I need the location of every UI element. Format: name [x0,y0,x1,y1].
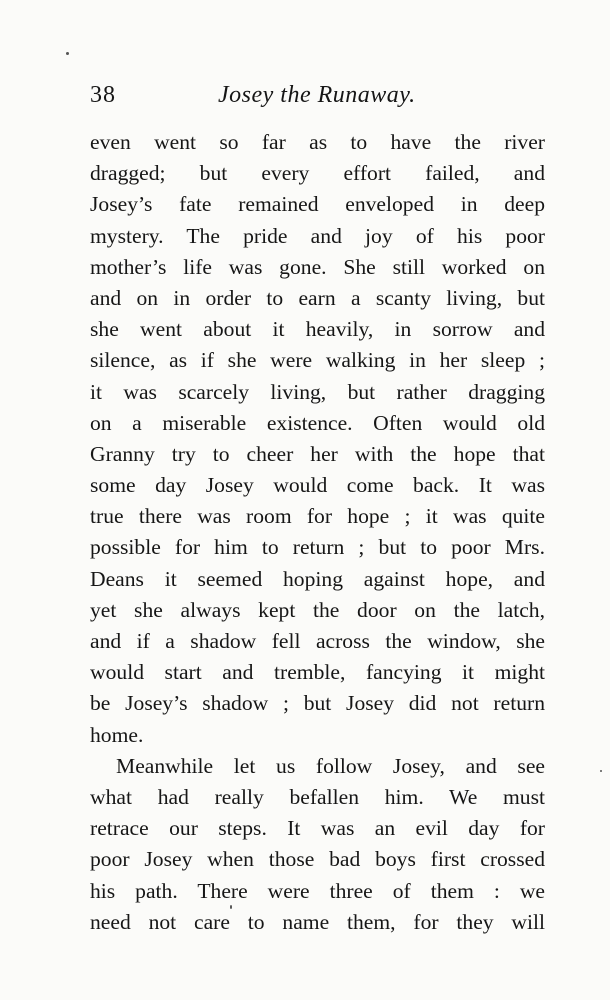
text-line: need not care to name them, for they will [90,909,545,934]
text-line: Josey’s fate remained enveloped in deep [90,192,545,217]
text-line: yet she always kept the door on the latch, [90,597,545,622]
print-speck [230,905,232,909]
text-line: dragged; but every effort failed, and [90,161,545,186]
text-line: Granny try to cheer her with the hope that [90,441,545,466]
text-line: some day Josey would come back. It was [90,473,545,498]
text-line: and on in order to earn a scanty living, but [90,285,545,310]
text-line: retrace our steps. It was an evil day for [90,816,545,841]
text-line: his path. There were three of them : we [90,878,545,903]
text-line: even went so far as to have the river [90,130,545,154]
text-line: home. [90,722,144,747]
print-speck [66,52,69,55]
page-header [90,82,545,114]
paragraph-2 [90,751,545,938]
text-line: Deans it seemed hoping against hope, and [90,566,545,591]
text-line: it was scarcely living, but rather dragging [90,379,545,404]
text-line: and if a shadow fell across the window, she [90,629,545,653]
paragraph-1 [90,127,545,751]
text-line: be Josey’s shadow ; but Josey did not return [90,691,545,716]
text-line: true there was room for hope ; it was quite [90,504,545,529]
text-line: mother’s life was gone. She still worked on [90,254,545,279]
text-line: Meanwhile let us follow Josey, and see [116,753,545,778]
text-line: mystery. The pride and joy of his poor [90,223,545,248]
print-speck [600,770,602,772]
text-line: would start and tremble, fancying it might [90,660,545,685]
text-line: what had really befallen him. We must [90,784,545,809]
text-line: possible for him to return ; but to poor Mrs. [90,535,545,560]
body-text [90,127,545,938]
running-title: Josey the Runaway. [218,82,416,108]
text-line: poor Josey when those bad boys first crossed [90,847,545,872]
text-line: she went about it heavily, in sorrow and [90,317,545,342]
text-line: silence, as if she were walking in her sleep ; [90,348,545,373]
page-number: 38 [90,82,116,108]
text-line: on a miserable existence. Often would old [90,410,545,435]
